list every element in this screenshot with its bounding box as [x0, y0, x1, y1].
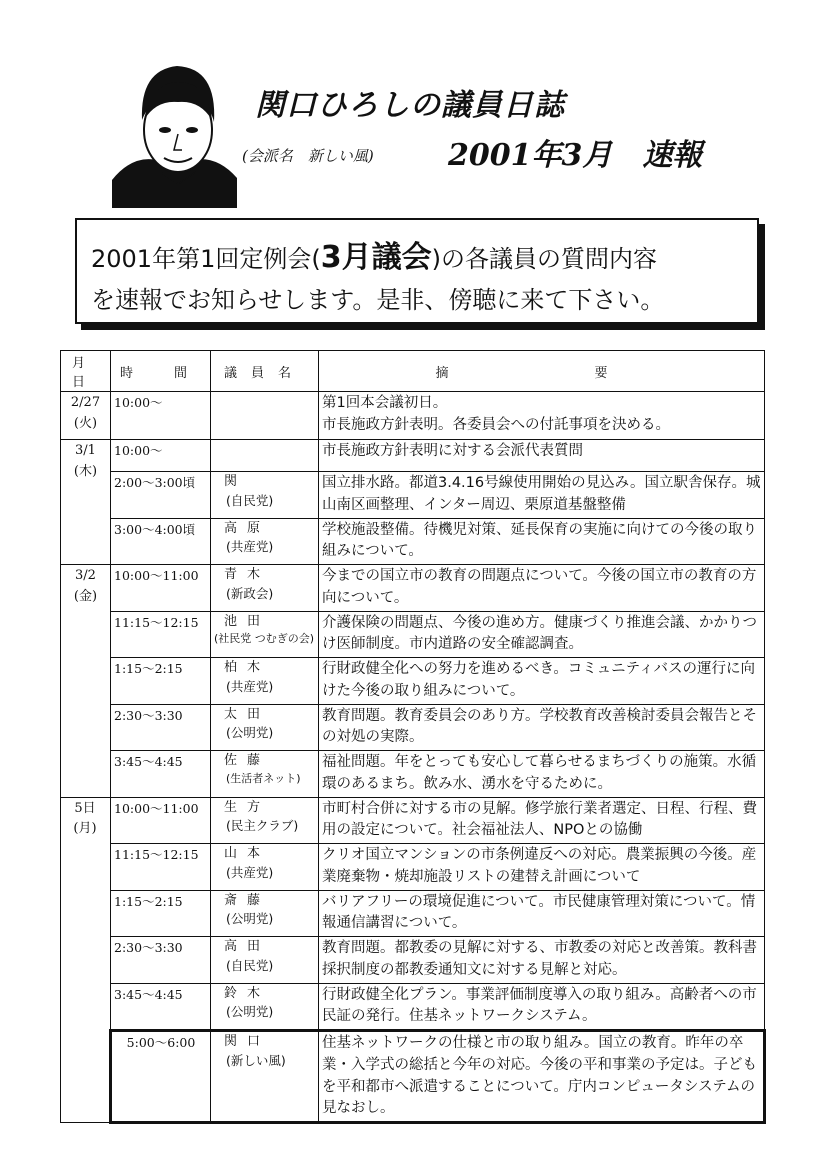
member-name: 池田 [224, 613, 271, 629]
member-name: 柏木 [224, 660, 271, 675]
member-party: (新しい風) [226, 1052, 286, 1068]
member-name: 鈴木 [224, 985, 271, 1001]
time-cell: 11:15～12:15 [111, 844, 211, 891]
member-cell [211, 704, 319, 751]
member-name: 関 [224, 474, 248, 489]
member-party: (共産党) [226, 539, 274, 555]
member-cell [211, 472, 319, 519]
topic-cell: 今までの国立市の教育の問題点について。今後の国立市の教育の方向について。 [319, 565, 765, 612]
faction-name: (会派名 新しい風) [242, 147, 374, 165]
member-name: 青木 [224, 567, 271, 582]
table-row [61, 611, 765, 658]
member-name: 太田 [224, 706, 271, 722]
member-cell [211, 937, 319, 984]
issue-label: 2001年3月 速報 [448, 138, 703, 173]
member-cell [211, 983, 319, 1031]
member-name: 生方 [224, 799, 271, 815]
table-row [61, 472, 765, 519]
member-party: (公明党) [226, 1004, 274, 1020]
time-cell: 11:15～12:15 [111, 611, 211, 658]
topic-cell: 行財政健全化への努力を進めるべき。コミュニティバスの運行に向けた今後の取り組みについて。 [319, 658, 765, 705]
table-row [61, 392, 765, 440]
member-party: (自民党) [226, 957, 274, 973]
time-cell: 3:45～4:45 [111, 751, 211, 798]
date-cell: 5日 (月) [61, 797, 111, 1123]
member-party: (共産党) [226, 864, 274, 880]
member-name: 斎藤 [224, 892, 271, 908]
time-cell: 10:00～11:00 [111, 797, 211, 844]
time-cell: 5:00～6:00 [111, 1031, 211, 1123]
table-row [61, 518, 765, 565]
time-cell: 10:00～ [111, 392, 211, 440]
member-name: 高原 [224, 520, 271, 536]
page-title: 関口ひろしの議員日誌 [255, 88, 565, 123]
time-cell: 2:00～3:00頃 [111, 472, 211, 519]
topic-cell: 教育問題。都教委の見解に対する、市教委の対応と改善策。教科書採択制度の都教委通知文に対する見解と対応。 [319, 937, 765, 984]
table-row [61, 844, 765, 891]
member-name: 関口 [224, 1034, 271, 1049]
member-name: 山本 [224, 846, 271, 861]
member-cell [211, 844, 319, 891]
notice-line-2: を速報でお知らせします。是非、傍聴に来て下さい。 [91, 286, 665, 314]
notice-line-1 [91, 232, 657, 276]
time-cell: 3:45～4:45 [111, 983, 211, 1031]
time-cell: 10:00～11:00 [111, 565, 211, 612]
notice-box [75, 218, 759, 324]
col-header-member: 議員名 [211, 351, 319, 392]
topic-cell: 第1回本会議初日。 市長施政方針表明。各委員会への付託事項を決める。 [319, 392, 765, 440]
topic-cell: 市町村合併に対する市の見解。修学旅行業者選定、日程、行程、費用の設定について。社会福祉法人、NPOとの協働 [319, 797, 765, 844]
member-name: 佐藤 [224, 753, 271, 768]
member-party: (生活者ネット) [226, 771, 301, 785]
table-header-row [61, 351, 765, 392]
member-cell [211, 611, 319, 658]
table-row [61, 565, 765, 612]
member-cell [211, 751, 319, 798]
topic-cell: 行財政健全化プラン。事業評価制度導入の取り組み。高齢者への市民証の発行。住基ネットワークシステム。 [319, 983, 765, 1031]
table-row [61, 751, 765, 798]
table-row [61, 983, 765, 1031]
member-party: (新政会) [226, 585, 274, 601]
member-cell [211, 890, 319, 937]
member-cell [211, 565, 319, 612]
schedule-table [60, 350, 766, 1124]
time-cell: 10:00～ [111, 440, 211, 472]
col-header-summary: 摘 要 [319, 351, 765, 392]
topic-cell: クリオ国立マンションの市条例違反への対応。農業振興の今後。産業廃棄物・焼却施設リストの建替え計画について [319, 844, 765, 891]
topic-cell: 福祉問題。年をとっても安心して暮らせるまちづくりの施策。水循環のあるまち。飲み水、湧水を守るために。 [319, 751, 765, 798]
topic-cell: 住基ネットワークの仕様と市の取り組み。国立の教育。昨年の卒業・入学式の総括と今年の対応。今後の平和事業の予定は。子どもを平和都市へ派遣することについて。庁内コンピュータシステムの見なおし。 [319, 1031, 765, 1123]
member-cell [211, 392, 319, 440]
member-cell [211, 518, 319, 565]
time-cell: 3:00～4:00頃 [111, 518, 211, 565]
table-row-highlight [61, 1031, 765, 1123]
member-party: (自民党) [226, 492, 274, 508]
col-header-date: 月 日 [61, 351, 111, 392]
time-cell: 2:30～3:30 [111, 937, 211, 984]
table-row [61, 890, 765, 937]
table-row [61, 797, 765, 844]
table-row [61, 937, 765, 984]
member-cell [211, 797, 319, 844]
topic-cell: バリアフリーの環境促進について。市民健康管理対策について。情報通信講習について。 [319, 890, 765, 937]
table-row [61, 704, 765, 751]
date-cell: 3/1 (木) [61, 440, 111, 565]
notice-prefix: 2001年第1回定例会( [91, 245, 321, 273]
member-party: (社民党 つむぎの会) [214, 632, 315, 646]
notice-suffix: )の各議員の質問内容 [431, 245, 657, 273]
table-row [61, 440, 765, 472]
date-cell: 3/2 (金) [61, 565, 111, 798]
member-party: (公明党) [226, 725, 274, 741]
portrait-photo [112, 60, 237, 208]
date-cell: 2/27 (火) [61, 392, 111, 440]
topic-cell: 市長施政方針表明に対する会派代表質問 [319, 440, 765, 472]
time-cell: 1:15～2:15 [111, 890, 211, 937]
notice-emphasis: 3月議会 [320, 240, 432, 275]
member-party: (共産党) [226, 678, 274, 694]
member-party: (民主クラブ) [226, 818, 299, 834]
col-header-time: 時 間 [111, 351, 211, 392]
topic-cell: 学校施設整備。待機児対策、延長保育の実施に向けての今後の取り組みについて。 [319, 518, 765, 565]
member-cell [211, 440, 319, 472]
member-party: (公明党) [226, 911, 274, 927]
member-name: 高田 [224, 939, 271, 954]
topic-cell: 介護保険の問題点、今後の進め方。健康づくり推進会議、かかりつけ医師制度。市内道路の安全確認調査。 [319, 611, 765, 658]
topic-cell: 国立排水路。都道3.4.16号線使用開始の見込み。国立駅舎保存。城山南区画整理、インター周辺、栗原道基盤整備 [319, 472, 765, 519]
member-cell [211, 658, 319, 705]
table-row [61, 658, 765, 705]
time-cell: 1:15～2:15 [111, 658, 211, 705]
time-cell: 2:30～3:30 [111, 704, 211, 751]
topic-cell: 教育問題。教育委員会のあり方。学校教育改善検討委員会報告とその対処の実際。 [319, 704, 765, 751]
member-cell [211, 1031, 319, 1123]
